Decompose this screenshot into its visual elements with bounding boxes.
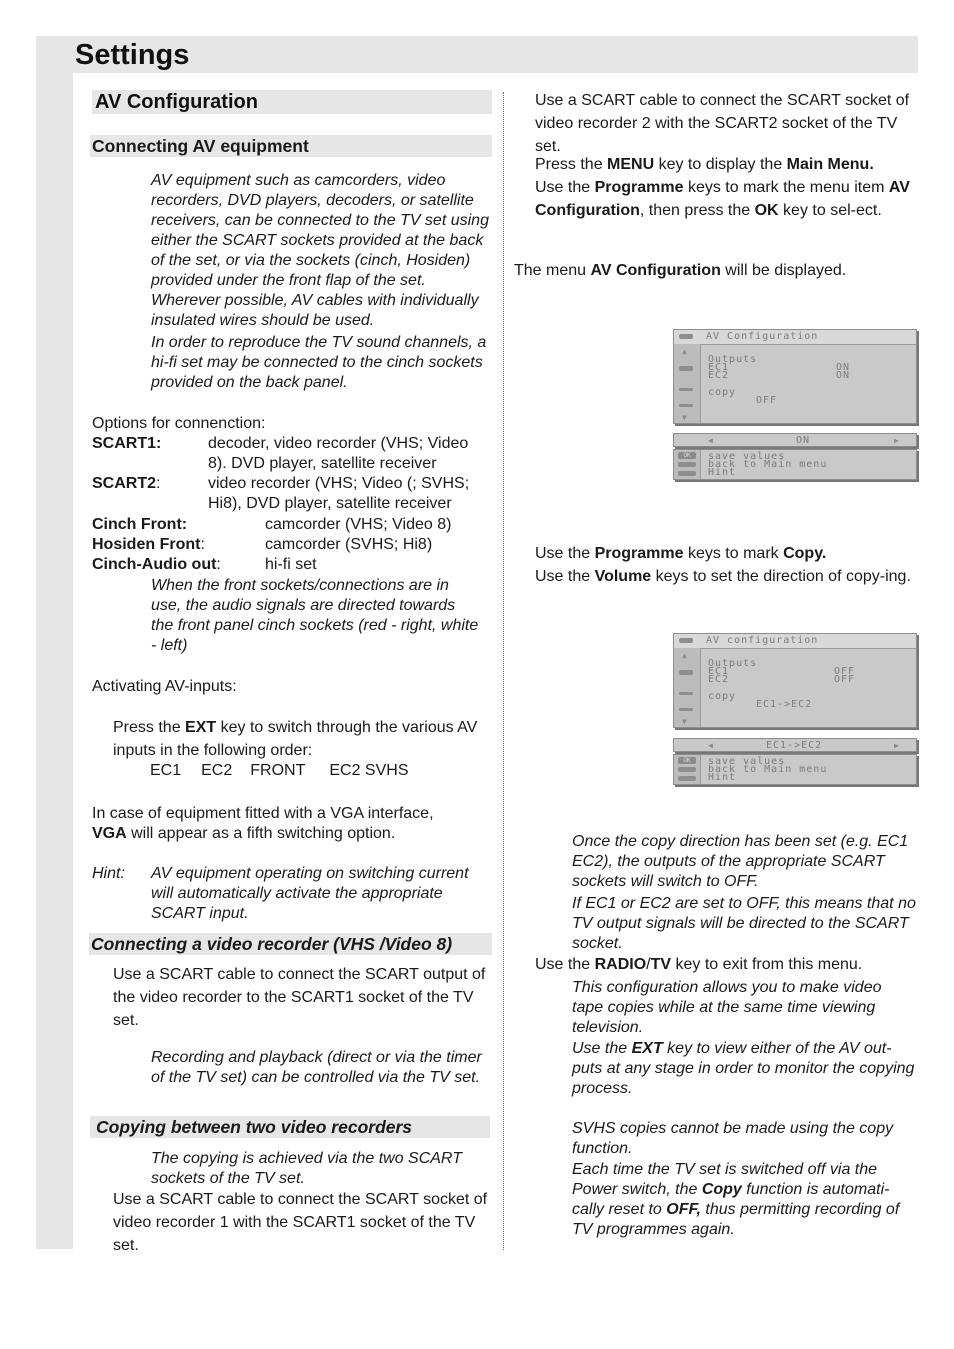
osd-menu-icon — [679, 334, 693, 339]
option-value: decoder, video recorder (VHS; Video — [208, 435, 469, 452]
off-output-note: If EC1 or EC2 are set to OFF, this means that no TV output signals will be directed to the SCART socket. — [572, 895, 916, 952]
osd-copy-label: copy — [708, 691, 737, 702]
osd-item-icon — [679, 670, 693, 675]
front-sockets-note: When the front sockets/connections are in use, the audio signals are directed towards the front panel cinch sockets (red - right, white - left) — [151, 577, 479, 654]
option-value: Hi8), DVD player, satellite receiver — [208, 495, 452, 512]
option-value: camcorder (VHS; Video 8) — [265, 516, 452, 533]
osd-menu-icon — [679, 638, 693, 643]
options-intro: Options for connenction: — [92, 415, 266, 432]
osd-selector-bar — [673, 433, 917, 447]
osd-ec2-label: EC2 — [708, 674, 730, 685]
arrow-right-icon: ▶ — [894, 436, 899, 445]
osd-ec1-label: EC1 — [708, 362, 730, 373]
osd-title: AV configuration — [706, 635, 819, 646]
option-label: SCART1: — [92, 435, 162, 452]
input-order-item: EC2 — [201, 762, 233, 779]
vcr-paragraph: Use a SCART cable to connect the SCART output of the video recorder to the SCART1 socket of the TV set. — [113, 966, 486, 1029]
exit-instruction: Use the RADIO/TV key to exit from this menu. — [535, 956, 863, 973]
osd-icon-column — [674, 648, 701, 727]
ext-instruction: Press the EXT key to switch through the various AV inputs in the following order: — [113, 719, 478, 759]
menu-button-icon — [678, 767, 696, 772]
osd-main-panel — [673, 633, 917, 728]
copy-direction-note: Once the copy direction has been set (e.g. EC1 EC2), the outputs of the appropriate SCART sockets will switch to OFF. — [572, 833, 909, 890]
copy-paragraph: Use a SCART cable to connect the SCART socket of video recorder 1 with the SCART1 socket of the TV set. — [113, 1191, 488, 1254]
osd-ec2-label: EC2 — [708, 370, 730, 381]
osd-item-icon — [679, 404, 693, 407]
osd-item-icon — [679, 366, 693, 371]
arrow-down-icon: ▼ — [682, 717, 687, 726]
osd-copy-value: OFF — [756, 395, 778, 406]
info-button-icon — [678, 776, 696, 781]
option-label: Cinch Front: — [92, 516, 188, 533]
osd-selector-bar — [673, 738, 917, 752]
osd-ec1-value: OFF — [834, 666, 856, 677]
menu-instruction: Press the MENU key to display the Main Menu. — [535, 156, 874, 173]
hint-label: Hint: — [92, 865, 125, 882]
osd-button-column — [674, 755, 701, 784]
arrow-up-icon: ▲ — [682, 651, 687, 660]
section-title-av-configuration: AV Configuration — [92, 90, 492, 114]
copy-note: The copying is achieved via the two SCART sockets of the TV set. — [151, 1150, 462, 1187]
info-button-icon — [678, 471, 696, 476]
arrow-up-icon: ▲ — [682, 347, 687, 356]
osd-title: AV Configuration — [706, 331, 819, 342]
option-label: Hosiden Front: — [92, 536, 205, 553]
scart2-paragraph: Use a SCART cable to connect the SCART socket of video recorder 2 with the SCART2 socket of the TV set. — [535, 92, 910, 155]
osd-save-values: save values — [708, 756, 786, 767]
ok-button-icon: OK — [678, 452, 696, 459]
osd-ec2-value: ON — [836, 370, 851, 381]
osd-hint: Hint — [708, 772, 737, 783]
hint-text: AV equipment operating on switching current will automatically activate the appropriate SCART input. — [151, 865, 469, 922]
osd-hint: Hint — [708, 467, 737, 478]
ok-button-icon: OK — [678, 757, 696, 764]
menu-button-icon — [678, 462, 696, 467]
option-value: hi-fi set — [265, 556, 317, 573]
activating-label: Activating AV-inputs: — [92, 678, 237, 695]
option-value: video recorder (VHS; Video (; SVHS; — [208, 475, 470, 492]
osd-main-panel — [673, 329, 917, 424]
power-reset-note: Each time the TV set is switched off via the Power switch, the Copy function is automati-cally reset to OFF, thus permitting recording of TV programmes again. — [572, 1161, 900, 1238]
mark-copy-instruction: Use the Programme keys to mark Copy. — [535, 545, 827, 562]
osd-copy-value: EC1->EC2 — [756, 699, 813, 710]
arrow-left-icon: ◀ — [708, 741, 713, 750]
page-title: Settings — [75, 39, 190, 71]
input-order-item: EC2 SVHS — [329, 762, 409, 779]
option-label: SCART2: — [92, 475, 161, 492]
osd-icon-column — [674, 344, 701, 423]
arrow-left-icon: ◀ — [708, 436, 713, 445]
option-value: 8). DVD player, satellite receiver — [208, 455, 437, 472]
option-value: camcorder (SVHS; Hi8) — [265, 536, 433, 553]
osd-copy-label: copy — [708, 387, 737, 398]
input-order — [150, 761, 490, 781]
osd-footer-panel — [673, 449, 917, 480]
osd-item-icon — [679, 708, 693, 711]
osd-outputs-label: Outputs — [708, 354, 758, 365]
osd-selector-value: ON — [796, 435, 811, 446]
osd-save-values: save values — [708, 451, 786, 462]
osd-footer-panel — [673, 754, 917, 785]
column-divider — [503, 92, 504, 1250]
osd-item-icon — [679, 388, 693, 391]
intro-paragraph: AV equipment such as camcorders, video recorders, DVD players, decoders, or satellite receivers, can be connected to the TV set using either the SCART sockets provided at the back of the set, or via the sockets (cinch, Hosiden) provided under the front flap of the set. Wherever possible, AV cables with individually insulated wires should be used. — [151, 172, 489, 329]
heading-copying-video-recorders: Copying between two video recorders — [90, 1116, 490, 1138]
osd-title-bar — [674, 330, 916, 345]
osd-title-bar — [674, 634, 916, 649]
menu-displayed-line: The menu AV Configuration will be displayed. — [514, 262, 847, 279]
vga-paragraph: In case of equipment fitted with a VGA interface, VGA will appear as a fifth switching option. — [92, 805, 434, 842]
heading-connecting-video-recorder: Connecting a video recorder (VHS /Video 8) — [89, 933, 492, 955]
osd-back-to-main: back to Main menu — [708, 459, 828, 470]
ext-view-note: Use the EXT key to view either of the AV out-puts at any stage in order to monitor the copying process. — [572, 1040, 915, 1097]
input-order-item: FRONT — [250, 762, 306, 779]
osd-ec2-value: OFF — [834, 674, 856, 685]
input-order-item: EC1 — [150, 762, 182, 779]
option-label: Cinch-Audio out: — [92, 556, 221, 573]
programme-instruction: Use the Programme keys to mark the menu item AV Configuration, then press the OK key to sel-ect. — [535, 179, 910, 219]
hifi-paragraph: In order to reproduce the TV sound channels, a hi-fi set may be connected to the cinch sockets provided on the back panel. — [151, 334, 487, 391]
osd-back-to-main: back to Main menu — [708, 764, 828, 775]
heading-connecting-av-equipment: Connecting AV equipment — [90, 135, 492, 157]
page-side-band — [36, 36, 73, 1249]
arrow-right-icon: ▶ — [894, 741, 899, 750]
osd-outputs-label: Outputs — [708, 658, 758, 669]
arrow-down-icon: ▼ — [682, 413, 687, 422]
osd-ec1-label: EC1 — [708, 666, 730, 677]
vcr-note: Recording and playback (direct or via the timer of the TV set) can be controlled via the TV set. — [151, 1049, 482, 1086]
osd-item-icon — [679, 692, 693, 695]
osd-ec1-value: ON — [836, 362, 851, 373]
osd-selector-value: EC1->EC2 — [766, 740, 823, 751]
configuration-note: This configuration allows you to make video tape copies while at the same time viewing television. — [572, 979, 882, 1036]
svhs-note: SVHS copies cannot be made using the copy function. — [572, 1120, 894, 1157]
volume-instruction: Use the Volume keys to set the direction of copy-ing. — [535, 568, 911, 585]
osd-button-column — [674, 450, 701, 479]
